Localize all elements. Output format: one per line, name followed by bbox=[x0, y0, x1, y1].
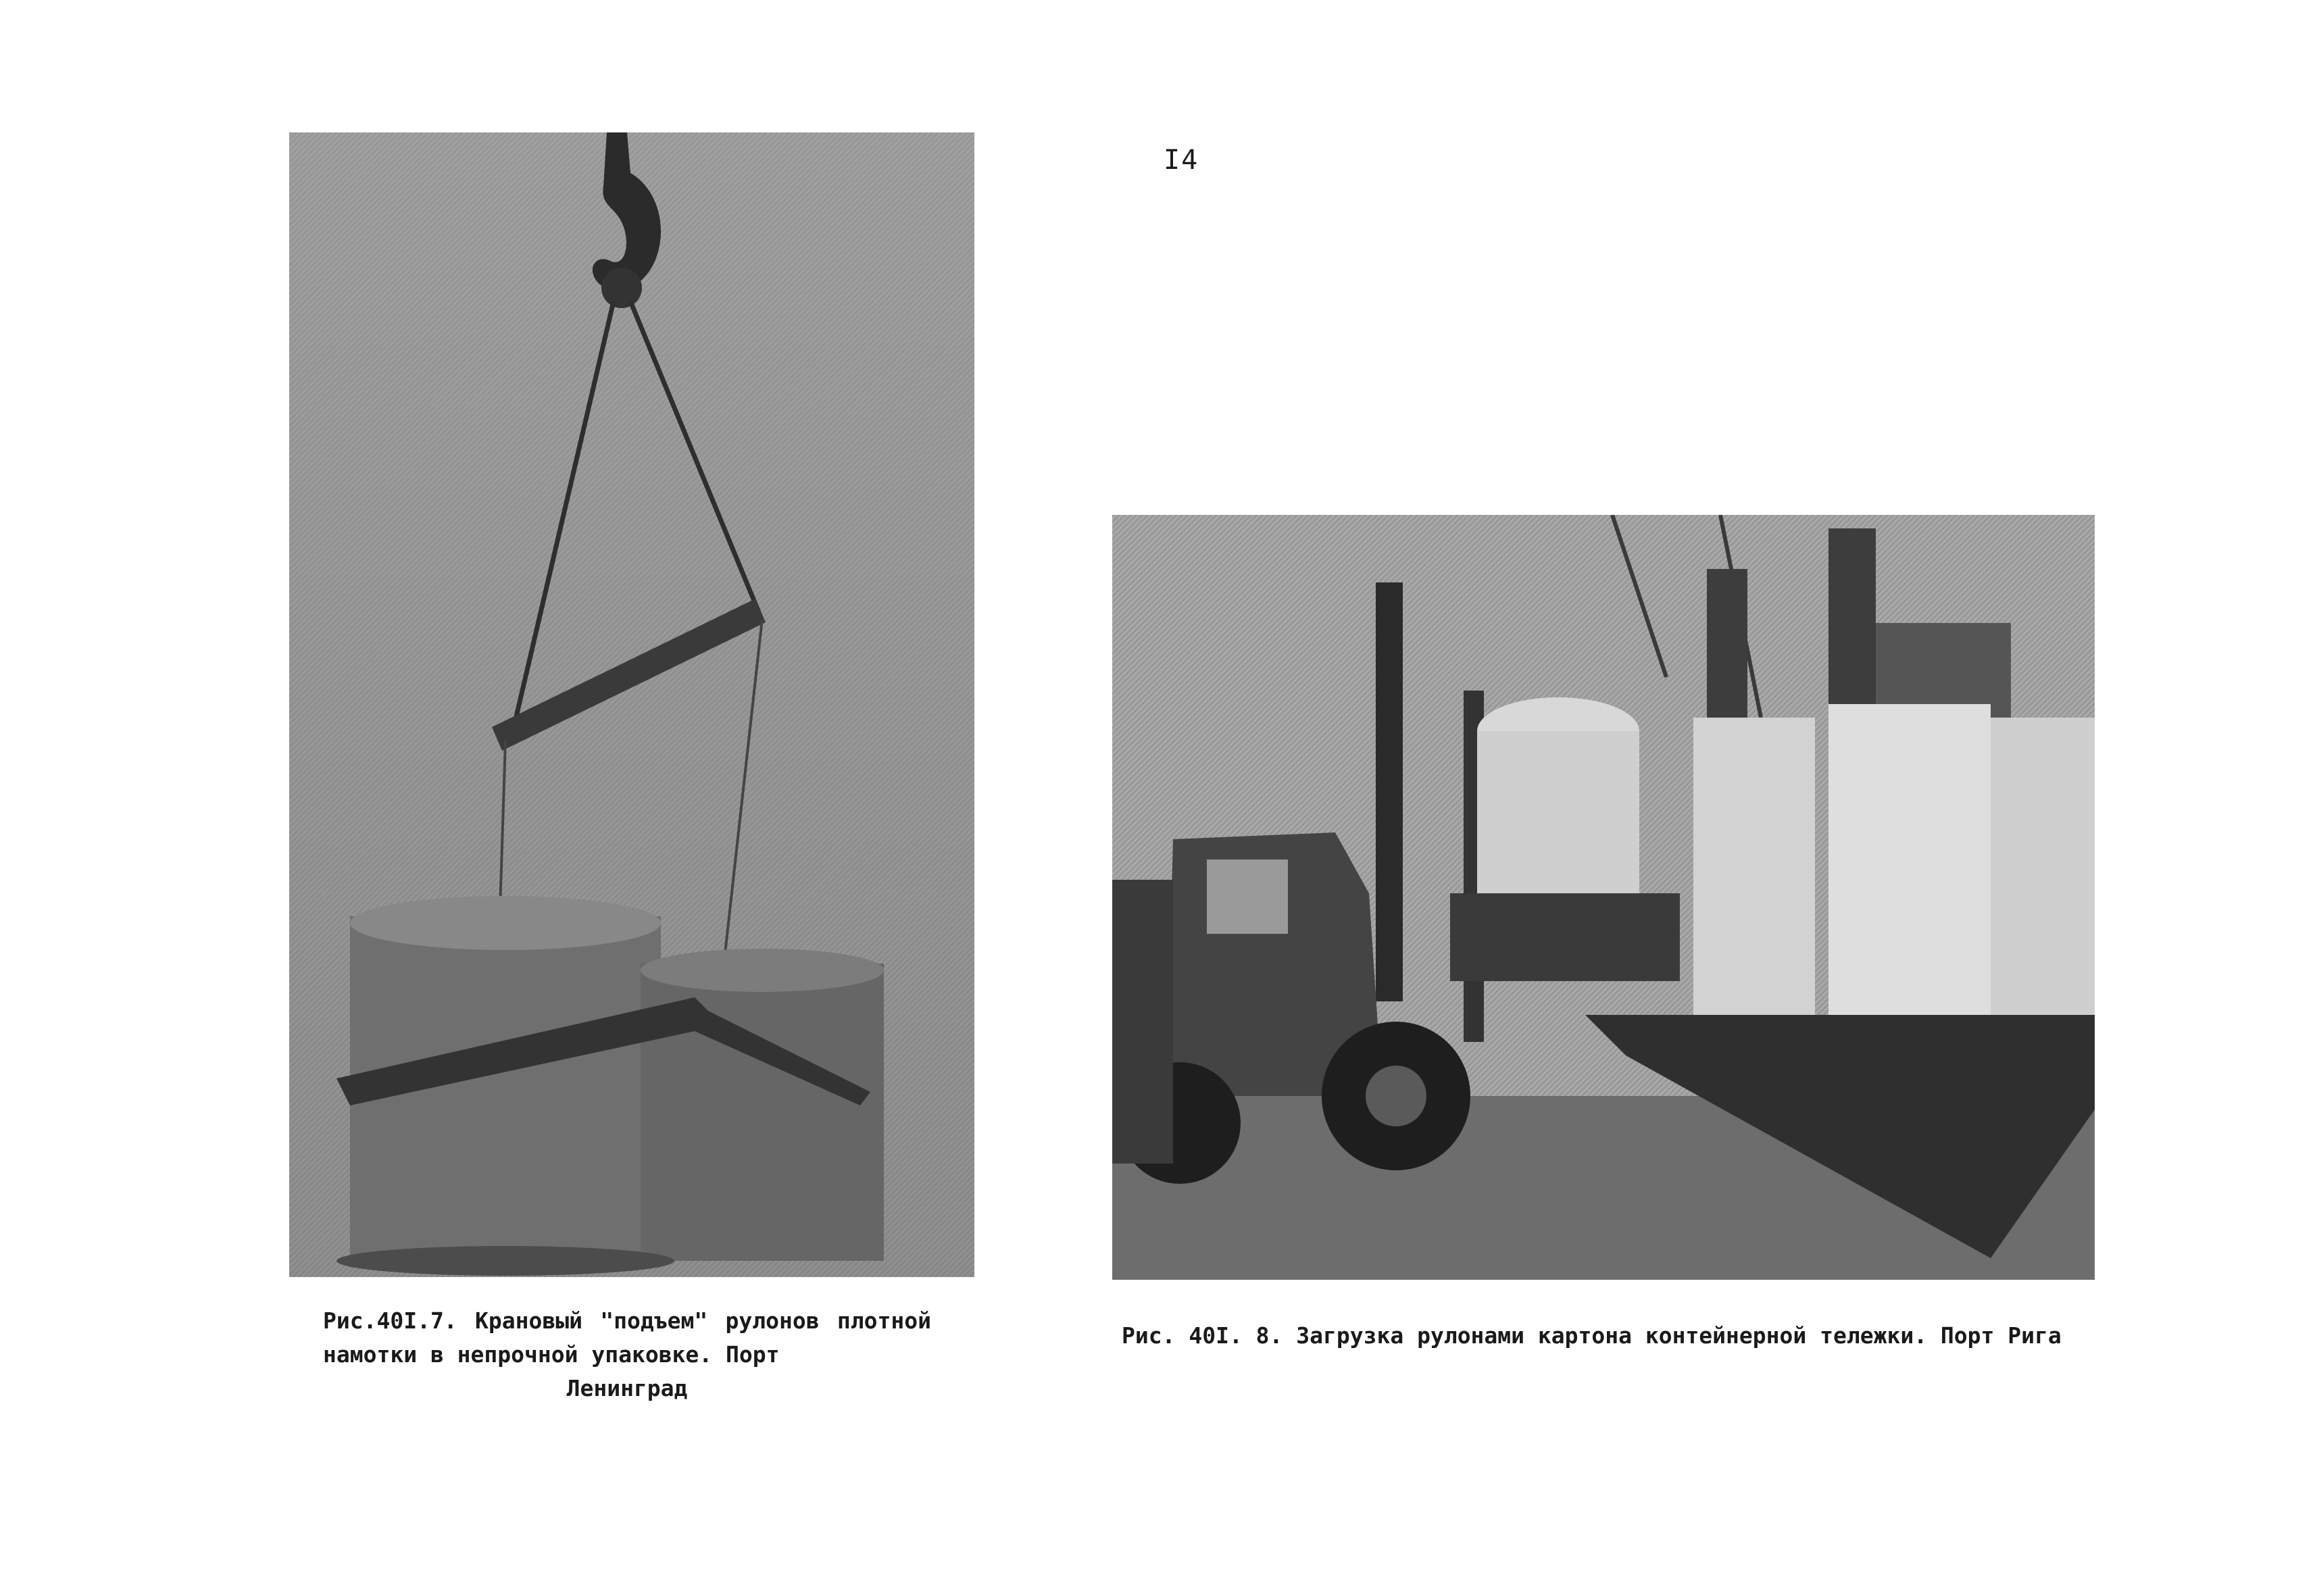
figure-1-caption bbox=[323, 1304, 931, 1405]
figure-1-caption-text: Рис.40I.7. Крановый "подъем" рулонов плотной намотки в непрочной упаковке. Порт bbox=[323, 1307, 931, 1368]
crane-lift-rolls-photo bbox=[289, 132, 974, 1277]
forklift-loading-container-photo bbox=[1112, 515, 2095, 1280]
figure-2-caption: Рис. 40I. 8. Загрузка рулонами картона контейнерной тележки. Порт Рига bbox=[1122, 1322, 2062, 1349]
page-number: I4 bbox=[1164, 145, 1199, 176]
figure-1-caption-tail: Ленинград bbox=[566, 1375, 688, 1401]
